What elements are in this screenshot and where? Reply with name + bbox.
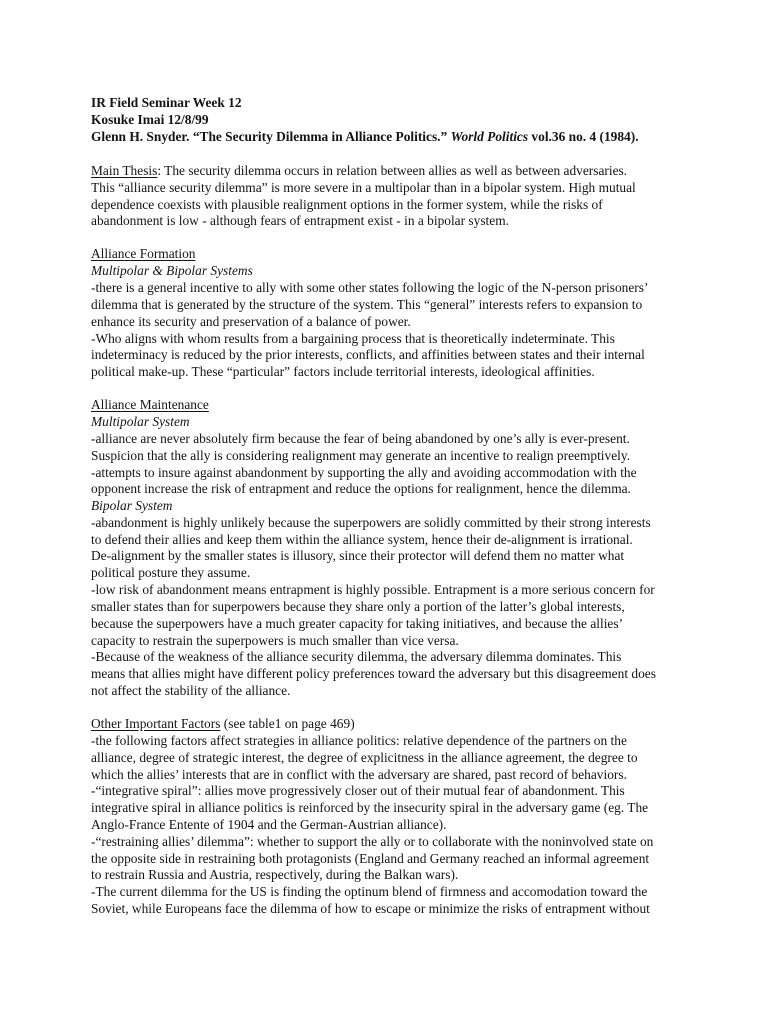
factors-line: -“integrative spiral”: allies move progressively closer out of their mutual fear of abandonment. This xyxy=(91,783,625,798)
bipolar-line: because the superpowers have a much greater capacity for taking initiatives, and because the allies’ xyxy=(91,616,624,631)
course-title: IR Field Seminar Week 12 xyxy=(91,95,242,110)
factors-heading: Other Important Factors xyxy=(91,716,221,731)
thesis-line: dependence coexists with plausible realignment options in the former system, while the risks of xyxy=(91,197,603,212)
factors-line: to restrain Russia and Austria, respectively, during the Balkan wars). xyxy=(91,867,459,882)
factors-heading-line xyxy=(91,715,355,732)
factors-line: -The current dilemma for the US is finding the optinum blend of firmness and accomodation toward the xyxy=(91,884,648,899)
thesis-line: This “alliance security dilemma” is more severe in a multipolar than in a bipolar system. High mutual xyxy=(91,180,636,195)
bipolar-subheading: Bipolar System xyxy=(91,498,173,513)
formation-line: enhance its security and preservation of a balance of power. xyxy=(91,314,411,329)
author-date: Kosuke Imai 12/8/99 xyxy=(91,112,209,127)
thesis-line: abandonment is low - although fears of entrapment exist - in a bipolar system. xyxy=(91,213,509,228)
formation-line: -Who aligns with whom results from a bargaining process that is theoretically indeterminate. This xyxy=(91,331,615,346)
thesis-text: : The security dilemma occurs in relation between allies as well as between adversaries. xyxy=(157,163,628,178)
multipolar-line: Suspicion that the ally is considering realignment may generate an incentive to realign preemptively. xyxy=(91,448,631,463)
formation-line: -there is a general incentive to ally with some other states following the logic of the N-person prisoners’ xyxy=(91,280,649,295)
multipolar-line: -attempts to insure against abandonment by supporting the ally and avoiding accommodation with the xyxy=(91,465,637,480)
bipolar-line: -low risk of abandonment means entrapment is highly possible. Entrapment is a more serious concern for xyxy=(91,582,655,597)
formation-heading: Alliance Formation xyxy=(91,246,196,261)
bipolar-line: smaller states than for superpowers because they share only a portion of the latter’s global interests, xyxy=(91,599,625,614)
bipolar-line: not affect the stability of the alliance. xyxy=(91,683,291,698)
factors-line: Anglo-France Entente of 1904 and the German-Austrian alliance). xyxy=(91,817,447,832)
multipolar-line: -alliance are never absolutely firm because the fear of being abandoned by one’s ally is ever-present. xyxy=(91,431,630,446)
bipolar-line: political posture they assume. xyxy=(91,565,251,580)
factors-line: integrative spiral in alliance politics is reinforced by the insecurity spiral in the adversary game (eg. The xyxy=(91,800,649,815)
citation-suffix: vol.36 no. 4 (1984). xyxy=(528,129,639,144)
maintenance-heading: Alliance Maintenance xyxy=(91,397,209,412)
bipolar-line: -Because of the weakness of the alliance security dilemma, the adversary dilemma dominates. This xyxy=(91,649,622,664)
bipolar-line: -abandonment is highly unlikely because the superpowers are solidly committed by their strong interests xyxy=(91,515,651,530)
bipolar-line: capacity to restrain the superpowers is much smaller than vice versa. xyxy=(91,633,459,648)
factors-line: -“restraining allies’ dilemma”: whether to support the ally or to collaborate with the noninvolved state on xyxy=(91,834,654,849)
factors-line: the opposite side in restraining both protagonists (England and Germany reached an informal agreement xyxy=(91,851,650,866)
formation-line: indeterminacy is reduced by the prior interests, conflicts, and affinities between states and their internal xyxy=(91,347,645,362)
bipolar-line: means that allies might have different policy preferences toward the adversary but this disagreement does xyxy=(91,666,656,681)
formation-line: dilemma that is generated by the structure of the system. This “general” interests refers to expansion to xyxy=(91,297,643,312)
factors-heading-note: (see table1 on page 469) xyxy=(220,716,355,731)
formation-line: political make-up. These “particular” factors include territorial interests, ideological affinities. xyxy=(91,364,595,379)
citation xyxy=(91,128,639,145)
bipolar-line: to defend their allies and keep them within the alliance system, hence their de-alignment is irrational. xyxy=(91,532,633,547)
formation-subheading: Multipolar & Bipolar Systems xyxy=(91,263,253,278)
bipolar-line: De-alignment by the smaller states is illusory, since their protector will defend them no matter what xyxy=(91,548,625,563)
factors-line: which the allies’ interests that are in conflict with the adversary are shared, past record of behaviors. xyxy=(91,767,627,782)
factors-line: alliance, degree of strategic interest, the degree of explicitness in the alliance agreement, the degree to xyxy=(91,750,638,765)
multipolar-subheading: Multipolar System xyxy=(91,414,190,429)
thesis-label: Main Thesis xyxy=(91,163,158,178)
multipolar-line: opponent increase the risk of entrapment and reduce the options for realignment, hence the dilemma. xyxy=(91,481,631,496)
factors-line: Soviet, while Europeans face the dilemma of how to escape or minimize the risks of entrapment without xyxy=(91,901,650,916)
thesis-line xyxy=(91,162,627,179)
citation-journal: World Politics xyxy=(450,129,529,144)
factors-line: -the following factors affect strategies in alliance politics: relative dependence of the partners on the xyxy=(91,733,627,748)
citation-prefix: Glenn H. Snyder. “The Security Dilemma in Alliance Politics.” xyxy=(91,129,451,144)
